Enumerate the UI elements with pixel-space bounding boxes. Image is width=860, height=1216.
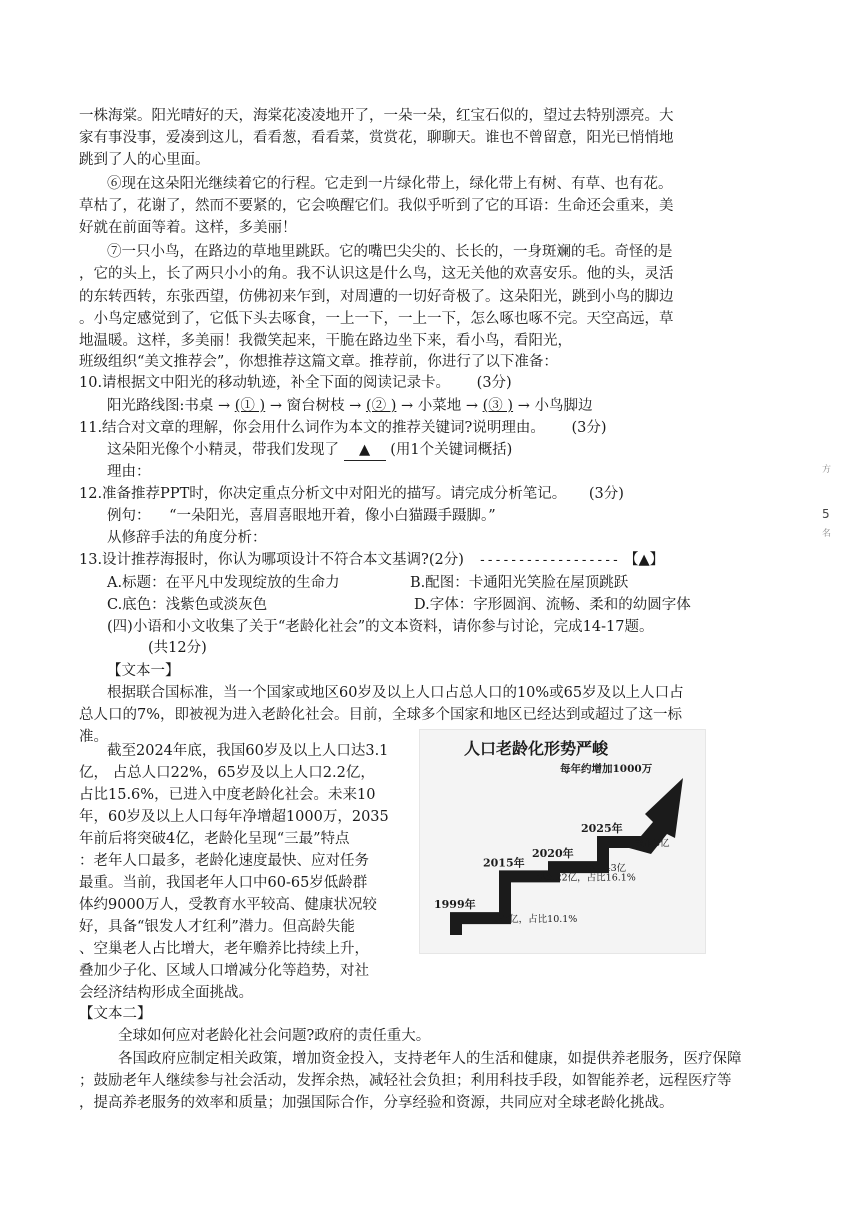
option-a[interactable]: A.标题：在平凡中发现绽放的生命力 — [107, 575, 340, 591]
text1-p2-line: ：老年人口最多，老龄化速度最快、应对任务 — [79, 853, 369, 869]
story-line: 好就在前面等着。这样，多美丽！ — [79, 220, 297, 236]
route-label: 阳光路线图:书桌 → — [107, 398, 231, 414]
question-11 — [79, 418, 607, 438]
value-label: 达2.43亿 — [586, 863, 627, 875]
keyword-line — [107, 440, 512, 461]
route-line — [107, 396, 592, 416]
intro-line: 班级组织“美文推荐会”，你想推荐这篇文章。推荐前，你进行了以下准备： — [79, 354, 558, 370]
answer-dashes: ------------------ — [478, 553, 620, 568]
question-title: 12.准备推荐PPT时，你决定重点分析文中对阳光的描写。请完成分析笔记。 — [79, 486, 567, 502]
year-label: 2020年 — [532, 847, 574, 861]
text1-p2-line: 叠加少子化、区域人口增减分化等趋势，对社 — [79, 963, 369, 979]
text2-line: 各国政府应制定相关政策，增加资金投入，支持老年人的生活和健康，如提供养老服务，医疗保障 — [118, 1051, 742, 1067]
margin-mark: 名 — [822, 529, 832, 539]
blank-2[interactable]: (② ) — [365, 398, 397, 414]
text1-p2-line: 体约9000万人，受教育水平较高、健康状况较 — [79, 897, 377, 913]
route-mid: → 小鸟脚边 — [517, 398, 593, 414]
story-line: ⑥现在这朵阳光继续着它的行程。它走到一片绿化带上，绿化带上有树、有草、也有花。 — [107, 176, 673, 192]
text1-p2-line: 年前后将突破4亿，老龄化呈现“三最”特点 — [79, 831, 350, 847]
story-line: ，它的头上，长了两只小小的角。我不认识这是什么鸟，这无关他的欢喜安乐。他的头，灵活 — [79, 266, 674, 282]
route-mid: → 窗台树枝 → — [269, 398, 362, 414]
story-line: 。小鸟定感觉到了，它低下头去啄食，一上一下，一上一下，怎么啄也啄不完。天空高远，草 — [79, 311, 674, 327]
text1-p2-line: 年，60岁及以上人口每年净增超1000万，2035 — [79, 809, 389, 825]
blank-3[interactable]: (③ ) — [482, 398, 514, 414]
example-sentence: “一朵阳光，喜眉喜眼地开着，像小白猫蹑手蹑脚。” — [169, 508, 496, 524]
route-mid: → 小菜地 → — [401, 398, 479, 414]
option-b[interactable]: B.配图：卡通阳光笑脸在屋顶跳跃 — [410, 575, 629, 591]
year-label: 2015年 — [483, 856, 525, 870]
annotation-label: 每年约增加1000万 — [560, 763, 653, 775]
keyword-prefix: 这朵阳光像个小精灵，带我们发现了 — [107, 442, 339, 458]
story-line: 跳到了人的心里面。 — [79, 152, 210, 168]
text1-p2-line: 好，具备“银发人才红利”潜力。但高龄失能 — [79, 919, 355, 935]
margin-mark: 方 — [822, 465, 832, 475]
story-line: 地温暖。这样，多美丽！我微笑起来，干脆在路边坐下来，看小鸟，看阳光， — [79, 333, 572, 349]
text2-line: ；鼓励老年人继续参与社会活动，发挥余热，减轻社会负担；利用科技手段，如智能养老，远程医疗等 — [79, 1073, 732, 1089]
story-line: 的东转西转，东张西望，仿佛初来乍到，对周遭的一切好奇极了。这朵阳光，跳到小鸟的脚边 — [79, 289, 674, 305]
value-label: 突破3亿 — [635, 838, 670, 849]
option-c[interactable]: C.底色：浅紫色或淡灰色 — [107, 597, 268, 613]
value-label: 1.27亿，占比10.1% — [488, 914, 578, 926]
margin-mark: 5 — [822, 507, 830, 521]
value-label: 达2.22亿，占比16.1% — [537, 872, 636, 884]
part4-score: (共12分) — [148, 640, 207, 656]
text1-p2-line: 截至2024年底，我国60岁及以上人口达3.1 — [107, 743, 389, 759]
question-10 — [79, 373, 512, 393]
text2-line: ，提高养老服务的效率和质量；加强国际合作，分享经验和资源，共同应对全球老龄化挑战。 — [79, 1095, 674, 1111]
question-13 — [79, 550, 664, 571]
aging-trend-chart — [419, 729, 706, 954]
text1-p2-line: 亿， 占总人口22%，65岁及以上人口2.2亿， — [79, 765, 375, 781]
part4-heading: (四)小语和小文收集了关于“老龄化社会”的文本资料，请你参与讨论，完成14-17题。 — [107, 619, 654, 635]
story-line: 草枯了，花谢了，然而不要紧的，它会唤醒它们。我似乎听到了它的耳语：生命还会重来，美 — [79, 198, 674, 214]
question-title: 10.请根据文中阳光的移动轨迹，补全下面的阅读记录卡。 — [79, 375, 451, 391]
example-line — [107, 506, 496, 526]
chart-title: 人口老龄化形势严峻 — [464, 739, 609, 758]
text1-label: 【文本一】 — [107, 663, 180, 679]
text2-label: 【文本二】 — [79, 1006, 152, 1022]
question-title: 13.设计推荐海报时，你认为哪项设计不符合本文基调?(2分) — [79, 552, 464, 568]
rhetoric-label: 从修辞手法的角度分析： — [107, 530, 267, 546]
question-score: (3分) — [571, 420, 607, 436]
text1-line: 根据联合国标准，当一个国家或地区60岁及以上人口占总人口的10%或65岁及以上人口占 — [107, 685, 684, 701]
question-score: (3分) — [476, 375, 512, 391]
reason-label: 理由： — [107, 464, 151, 480]
story-line: ⑦一只小鸟，在路边的草地里跳跃。它的嘴巴尖尖的、长长的，一身斑斓的毛。奇怪的是 — [107, 244, 673, 260]
text1-line: 准。 — [79, 729, 108, 745]
aging-trend-svg — [420, 730, 705, 953]
year-label: 1999年 — [434, 898, 476, 912]
text1-p2-line: 、空巢老人占比增大，老年赡养比持续上升， — [79, 941, 369, 957]
story-line: 家有事没事，爱凑到这儿，看看葱，看看菜，赏赏花，聊聊天。谁也不曾留意，阳光已悄悄地 — [79, 130, 674, 146]
keyword-blank[interactable]: ▲ — [344, 440, 386, 461]
text1-line: 总人口的7%，即被视为进入老龄化社会。目前，全球多个国家和地区已经达到或超过了这一标 — [79, 707, 682, 723]
text1-p2-line: 会经济结构形成全面挑战。 — [79, 985, 253, 1001]
option-d[interactable]: D.字体：字形圆润、流畅、柔和的幼圆字体 — [414, 597, 691, 613]
text1-p2-line: 占比15.6%，已进入中度老龄化社会。未来10 — [79, 787, 376, 803]
question-title: 11.结合对文章的理解，你会用什么词作为本文的推荐关键词?说明理由。 — [79, 420, 545, 436]
story-line: 一株海棠。阳光晴好的天，海棠花凌凌地开了，一朵一朵，红宝石似的，望过去特别漂亮。大 — [79, 108, 674, 124]
text1-p2-line: 最重。当前，我国老年人口中60-65岁低龄群 — [79, 875, 368, 891]
blank-1[interactable]: (① ) — [234, 398, 266, 414]
answer-blank[interactable]: 【▲】 — [623, 552, 665, 568]
year-label: 2025年 — [581, 822, 623, 835]
example-label: 例句： — [107, 508, 151, 524]
question-score: (3分) — [588, 486, 624, 502]
keyword-hint: (用1个关键词概括) — [390, 442, 513, 458]
question-12 — [79, 484, 624, 504]
text2-line: 全球如何应对老龄化社会问题?政府的责任重大。 — [118, 1028, 431, 1044]
